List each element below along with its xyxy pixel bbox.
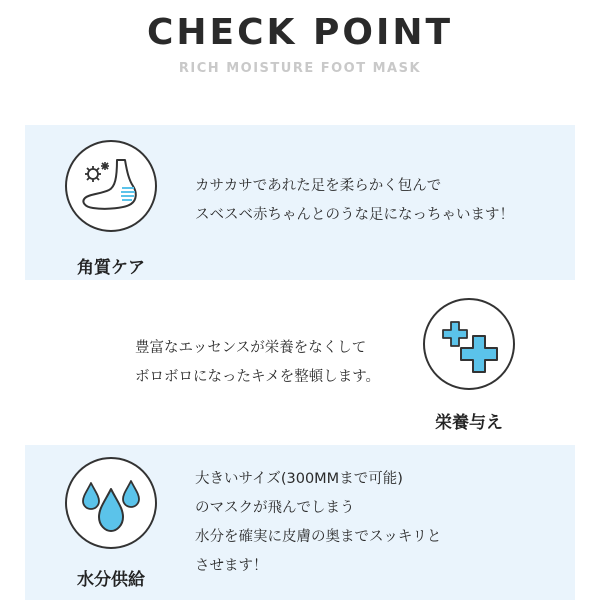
description-line: スベスベ赤ちゃんとのうな足になっちゃいます！ (195, 207, 514, 223)
page-title: CHECK POINT (146, 12, 454, 53)
plus-icon-circle (423, 298, 515, 390)
section-moisture-supply (25, 445, 575, 600)
section-nourishment (25, 288, 575, 443)
description-line: 豊富なエッセンスが栄養をなくして (135, 340, 367, 356)
header (0, 0, 600, 110)
page-subtitle: RICH MOISTURE FOOT MASK (178, 61, 422, 76)
description-line: のマスクが飛んでしまう (195, 500, 355, 516)
description-moisture-supply (195, 465, 441, 581)
water-drops-icon (67, 459, 155, 547)
label-moisture-supply: 水分供給 (77, 570, 145, 590)
description-line: させます！ (195, 558, 268, 574)
description-line: カサカサであれた足を柔らかく包んで (195, 178, 442, 194)
description-line: 水分を確実に皮膚の奥までスッキリと (195, 529, 442, 545)
description-keratin-care (195, 172, 514, 230)
foot-icon (67, 142, 155, 230)
label-keratin-care: 角質ケア (77, 258, 145, 278)
description-nourishment (135, 334, 380, 392)
description-line: 大きいサイズ(300MMまで可能) (195, 471, 403, 487)
label-nourishment: 栄養与え (435, 413, 503, 433)
section-keratin-care (25, 125, 575, 280)
foot-icon-circle (65, 140, 157, 232)
plus-icon (425, 300, 513, 388)
description-line: ボロボロになったキメを整頓します。 (135, 369, 381, 385)
water-drops-icon-circle (65, 457, 157, 549)
